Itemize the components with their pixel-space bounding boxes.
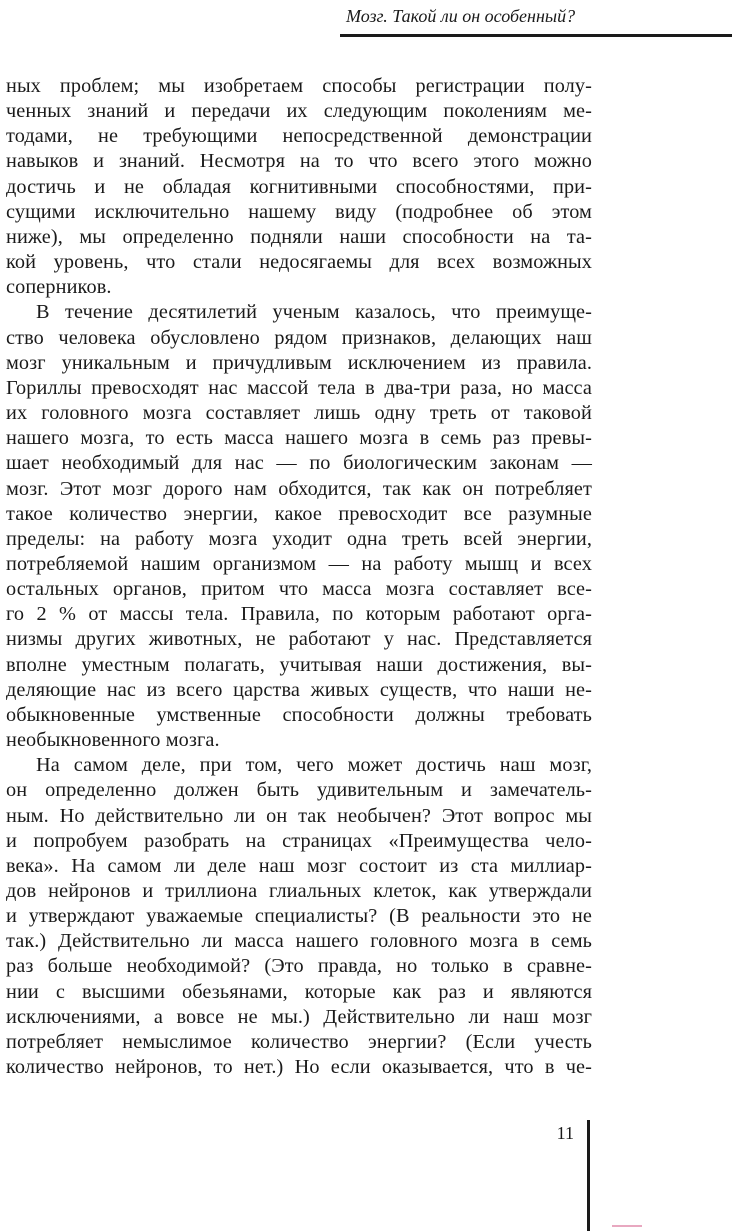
text-line: потребляемой нашим организмом — на работу мышц и всех [6, 552, 592, 575]
text-line: потребляет немыслимое количество энергии? (Если учесть [6, 1030, 592, 1053]
paragraph [6, 300, 592, 753]
text-line: ниже), мы определенно подняли наши способности на та- [6, 225, 592, 248]
text-line: кой уровень, что стали недосягаемы для всех возможных [6, 251, 592, 274]
text-line: го 2 % от массы тела. Правила, по которым работают орга- [6, 603, 592, 626]
text-line: остальных органов, притом что масса мозга составляет все- [6, 578, 592, 601]
text-line: он определенно должен быть удивительным и замечатель- [6, 779, 592, 802]
text-line: навыков и знаний. Несмотря на то что всего этого можно [6, 150, 592, 173]
text-line: соперников. [6, 276, 112, 299]
text-line: ным. Но действительно ли он так необычен? Этот вопрос мы [6, 804, 592, 827]
text-line: так.) Действительно ли масса нашего головного мозга в семь [6, 930, 592, 953]
text-line: исключениями, а вовсе не мы.) Действительно ли наш мозг [6, 1005, 592, 1028]
running-head: Мозг. Такой ли он особенный? [346, 6, 576, 26]
pink-mark [612, 1225, 642, 1227]
text-line: вполне уместным полагать, учитывая наши достижения, вы- [6, 653, 592, 676]
text-line: шает необходимый для нас — по биологическим законам — [6, 452, 592, 475]
text-line: нашего мозга, то есть масса нашего мозга в семь раз превы- [6, 427, 592, 450]
text-line: мозг. Этот мозг дорого нам обходится, так как он потребляет [6, 477, 592, 500]
body-text [6, 74, 592, 1080]
text-line: пределы: на работу мозга уходит одна треть всей энергии, [6, 527, 592, 550]
text-line: раз больше необходимой? (Это правда, но только в сравне- [6, 955, 592, 978]
text-line: необыкновенного мозга. [6, 729, 220, 752]
margin-rule [587, 1120, 590, 1231]
text-line: нии с высшими обезьянами, которые как раз и являются [6, 980, 592, 1003]
text-line: и утверждают уважаемые специалисты? (В реальности это не [6, 905, 592, 928]
text-line: ство человека обусловлено рядом признаков, делающих наш [6, 326, 592, 349]
text-line: количество нейронов, то нет.) Но если оказывается, что в че- [6, 1056, 592, 1079]
text-line: низмы других животных, не работают у нас. Представляется [6, 628, 592, 651]
header-rule [340, 34, 732, 37]
text-line: их головного мозга составляет лишь одну треть от таковой [6, 402, 592, 425]
text-line: В течение десятилетий ученым казалось, что преимуще- [36, 301, 592, 324]
text-line: Гориллы превосходят нас массой тела в два-три раза, но масса [6, 376, 592, 399]
paragraph [6, 74, 592, 300]
text-line: ченных знаний и передачи их следующим поколениям ме- [6, 100, 592, 123]
text-line: века». На самом ли деле наш мозг состоит из ста миллиар- [6, 854, 592, 877]
text-line: достичь и не обладая когнитивными способностями, при- [6, 175, 592, 198]
text-line: сущими исключительно нашему виду (подробнее об этом [6, 200, 592, 223]
text-line: дов нейронов и триллиона глиальных клеток, как утверждали [6, 880, 592, 902]
text-line: такое количество энергии, какое превосходит все разумные [6, 502, 592, 525]
text-line: ных проблем; мы изобретаем способы регистрации полу- [6, 75, 592, 97]
paragraph [6, 753, 592, 1080]
text-line: деляющие нас из всего царства живых существ, что наши не- [6, 678, 592, 701]
text-line: На самом деле, при том, чего может достичь наш мозг, [36, 754, 592, 777]
text-line: и попробуем разобрать на страницах «Преимущества чело- [6, 829, 592, 852]
text-line: мозг уникальным и причудливым исключением из правила. [6, 351, 592, 374]
page-number: 11 [556, 1123, 574, 1143]
text-line: тодами, не требующими непосредственной демонстрации [6, 125, 592, 148]
text-line: обыкновенные умственные способности должны требовать [6, 703, 592, 726]
